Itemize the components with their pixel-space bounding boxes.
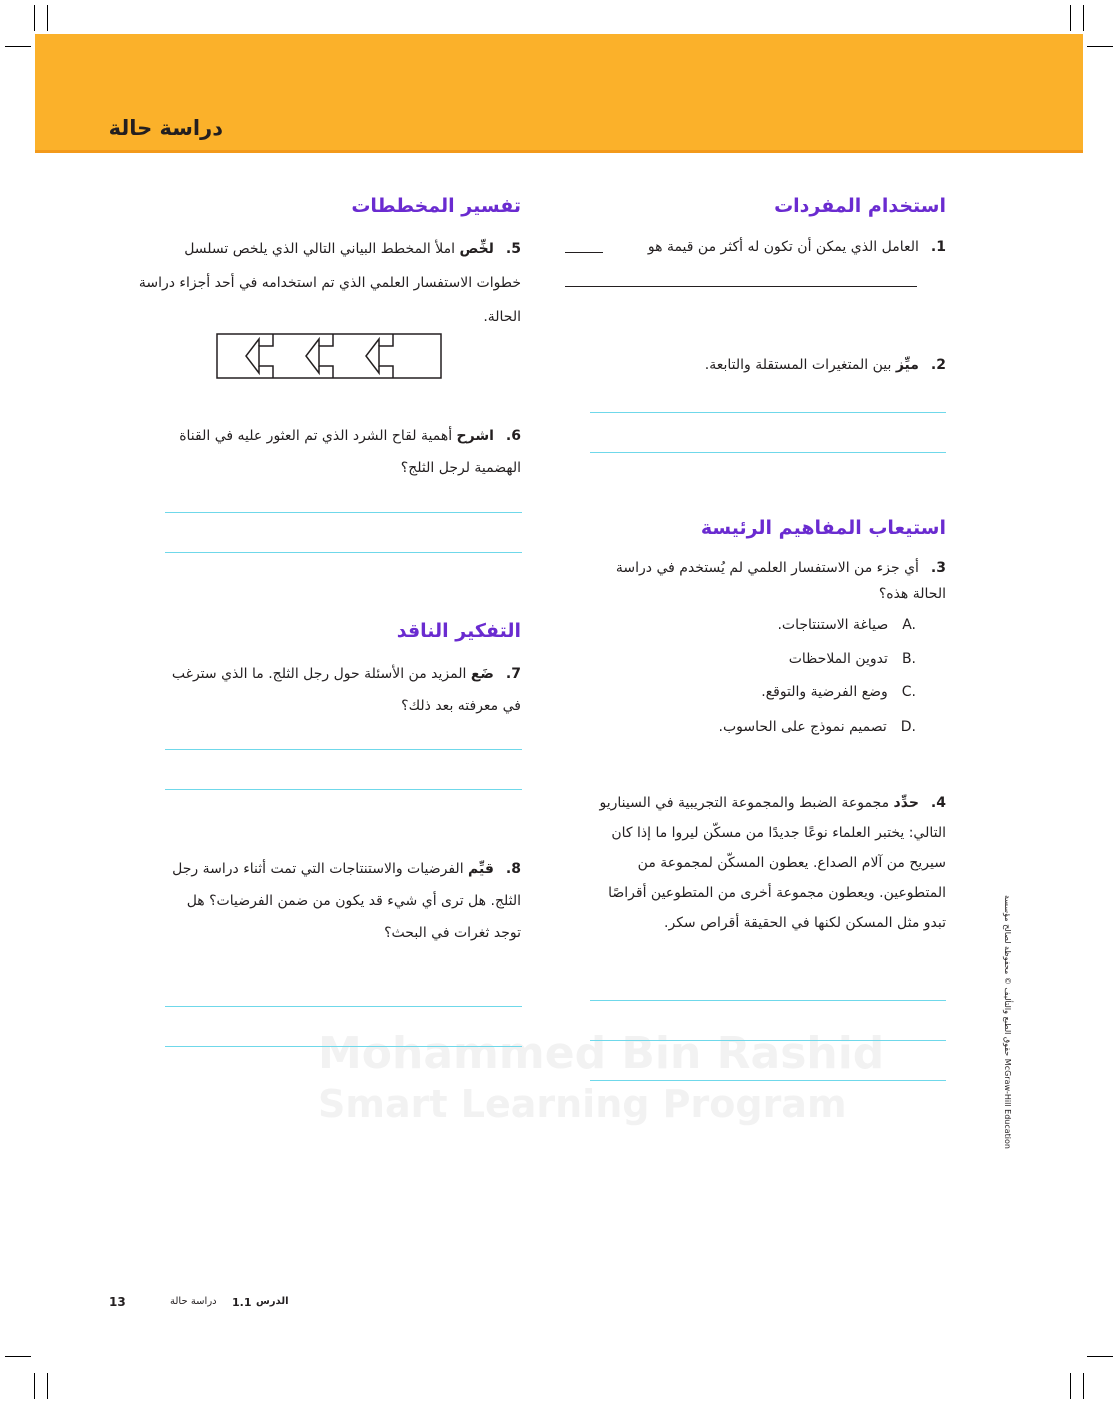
page-title: دراسة حالة — [108, 116, 223, 140]
option-letter: B. — [901, 651, 916, 667]
crop-mark — [1083, 5, 1084, 31]
crop-mark — [34, 5, 35, 31]
crop-mark — [47, 5, 48, 31]
crop-mark — [34, 1373, 35, 1399]
answer-line[interactable] — [590, 412, 946, 413]
question-1 — [586, 232, 946, 262]
copyright-text: حقوق الطبع والتأليف © محفوظة لصالح مؤسسة McGraw-Hill Education — [1003, 895, 1012, 1149]
crop-mark — [1087, 46, 1113, 47]
question-number: 6. — [505, 428, 521, 444]
section-title-interpret-diagrams: تفسير المخططات — [351, 195, 521, 217]
fill-in-blank[interactable] — [565, 252, 603, 253]
answer-line[interactable] — [165, 749, 522, 750]
header-rule — [35, 150, 1083, 153]
section-title-key-concepts: استيعاب المفاهيم الرئيسة — [700, 517, 946, 539]
option-text: صياغة الاستنتاجات. — [777, 617, 889, 633]
question-keyword: حدِّد — [893, 795, 919, 811]
crop-mark — [47, 1373, 48, 1399]
question-4 — [586, 788, 946, 938]
question-text: الفرضيات والاستنتاجات التي تمت أثناء دراسة رجل الثلج. هل ترى أي شيء قد يكون من ضمن الفرضيات؟ هل توجد ثغرات في البحث؟ — [172, 861, 521, 941]
crop-mark — [1070, 5, 1071, 31]
fill-in-blank[interactable] — [565, 286, 917, 287]
copyright-note — [1002, 895, 1014, 1175]
question-keyword: ضَع — [470, 666, 494, 682]
option-text: وضع الفرضية والتوقع. — [761, 684, 888, 700]
question-8 — [161, 853, 521, 949]
question-6 — [136, 420, 521, 484]
answer-line[interactable] — [590, 1040, 946, 1041]
crop-mark — [1087, 1356, 1113, 1357]
question-text: أهمية لقاح الشرد الذي تم العثور عليه في القناة الهضمية لرجل الثلج؟ — [179, 428, 521, 476]
question-5 — [136, 232, 521, 334]
question-2 — [586, 350, 946, 380]
option-c[interactable] — [761, 684, 916, 700]
question-text: أي جزء من الاستفسار العلمي لم يُستخدم في دراسة الحالة هذه؟ — [615, 560, 946, 602]
watermark-line-1: Mohammed Bin Rashid — [318, 1028, 885, 1079]
option-b[interactable] — [789, 651, 916, 667]
question-number: 4. — [930, 795, 946, 811]
sequence-flow-diagram — [216, 333, 442, 379]
option-letter: D. — [900, 719, 916, 735]
crop-mark — [5, 1356, 31, 1357]
question-7 — [161, 658, 521, 722]
question-number: 3. — [930, 560, 946, 576]
section-title-vocabulary: استخدام المفردات — [774, 195, 946, 217]
option-d[interactable] — [719, 719, 916, 735]
option-a[interactable] — [777, 617, 916, 633]
crop-mark — [1070, 1373, 1071, 1399]
answer-line[interactable] — [165, 789, 522, 790]
question-keyword: اشرح — [456, 428, 494, 444]
question-number: 5. — [505, 241, 521, 257]
option-text: تصميم نموذج على الحاسوب. — [718, 719, 887, 735]
question-number: 8. — [505, 861, 521, 877]
question-number: 7. — [505, 666, 521, 682]
question-keyword: قيِّم — [468, 861, 494, 877]
answer-line[interactable] — [590, 1080, 946, 1081]
flow-box[interactable] — [217, 334, 441, 378]
answer-line[interactable] — [165, 512, 522, 513]
question-keyword: لخِّص — [459, 241, 494, 257]
page-number: 13 — [109, 1295, 126, 1309]
question-keyword: ميِّز — [895, 357, 919, 373]
answer-line[interactable] — [165, 1006, 522, 1007]
question-number: 2. — [930, 357, 946, 373]
crop-mark — [1083, 1373, 1084, 1399]
question-text: المزيد من الأسئلة حول رجل الثلج. ما الذي سترغب في معرفته بعد ذلك؟ — [171, 666, 521, 714]
footer-lesson-title: دراسة حالة — [170, 1296, 217, 1307]
crop-mark — [5, 46, 31, 47]
footer-lesson-number: 1.1 — [232, 1296, 252, 1309]
question-text: املأ المخطط البياني التالي الذي يلخص تسلسل خطوات الاستفسار العلمي الذي تم استخدامه في أحد أجزاء دراسة الحالة. — [138, 241, 521, 325]
question-text: بين المتغيرات المستقلة والتابعة. — [704, 357, 892, 373]
question-number: 1. — [930, 239, 946, 255]
question-text: العامل الذي يمكن أن تكون له أكثر من قيمة هو — [647, 239, 919, 255]
answer-line[interactable] — [590, 452, 946, 453]
answer-line[interactable] — [590, 1000, 946, 1001]
watermark-line-2: Smart Learning Program — [318, 1082, 847, 1126]
question-text: مجموعة الضبط والمجموعة التجريبية في السيناريو التالي: يختبر العلماء نوعًا جديدًا من مسكّن ليروا ما إذا كان سيريح من آلام الصداع. يعطون المسكّن لمجموعة من المتطوعين. ويعطون مجموعة أخرى من المتطوعين أقراصًا تبدو مثل المسكن لكنها في الحقيقة أقراص سكر. — [599, 795, 946, 931]
option-letter: A. — [902, 617, 916, 633]
option-letter: C. — [901, 684, 916, 700]
option-text: تدوين الملاحظات — [788, 651, 888, 667]
answer-line[interactable] — [165, 552, 522, 553]
answer-line[interactable] — [165, 1046, 522, 1047]
footer-lesson-label: الدرس — [256, 1296, 289, 1307]
section-title-critical-thinking: التفكير الناقد — [396, 620, 521, 642]
question-3 — [606, 555, 946, 607]
